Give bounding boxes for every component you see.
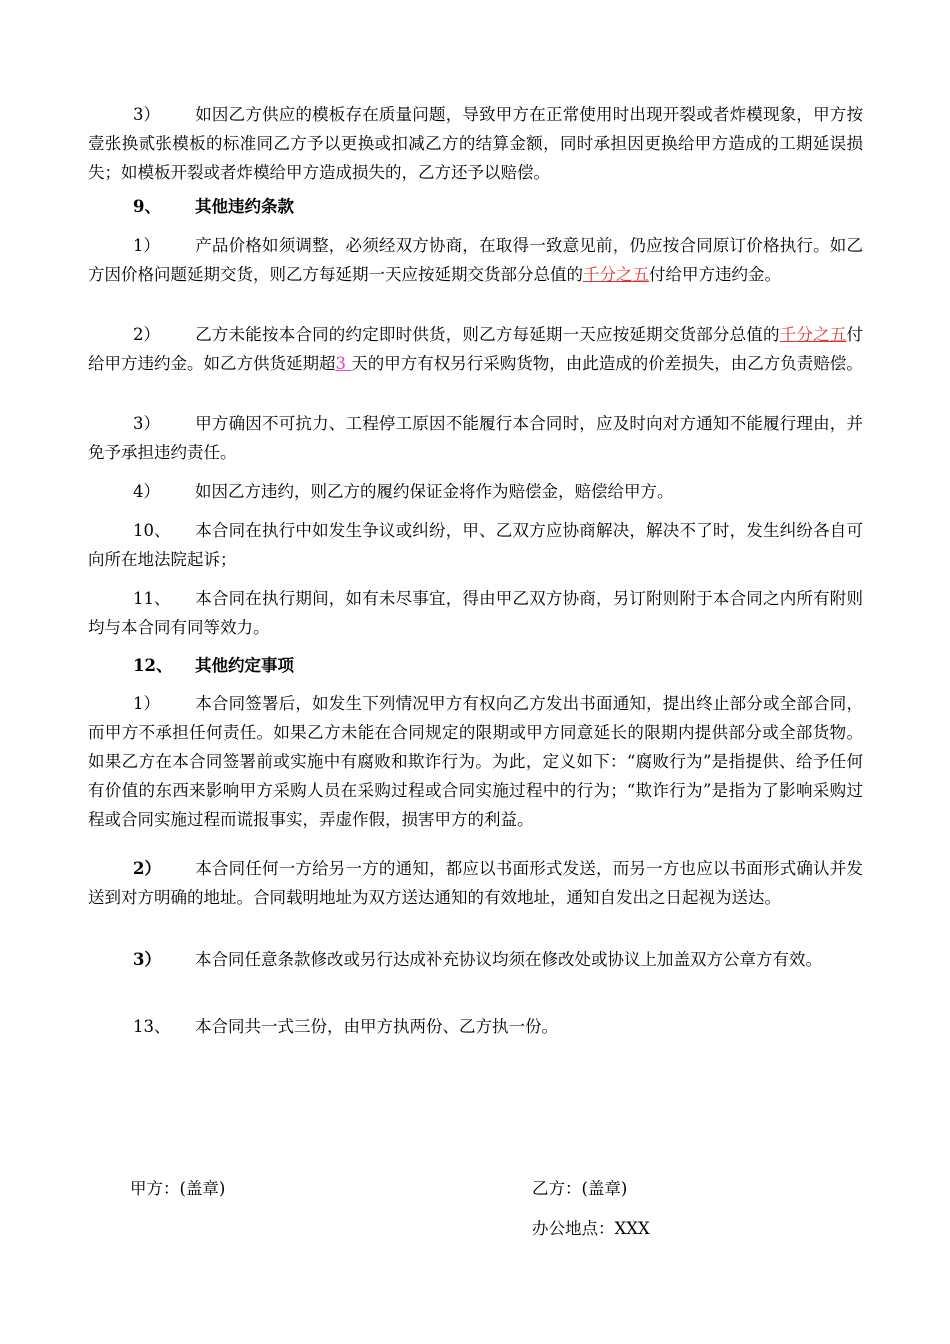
section-12-heading [88, 651, 863, 680]
item-text-end: 付给甲方违约金。 [649, 265, 781, 284]
clause-12-3 [88, 945, 863, 974]
item-number: 3） [133, 950, 161, 969]
clause-9-2 [88, 320, 863, 378]
clause-9-1 [88, 231, 863, 289]
item-number: 3） [133, 105, 160, 124]
clause-13 [88, 1012, 863, 1041]
party-a-signature: 甲方：(盖章) [130, 1179, 226, 1198]
highlight-rate: 千分之五 [779, 325, 847, 344]
clause-9-3 [88, 409, 863, 467]
item-number: 2） [133, 859, 161, 878]
item-number: 3） [133, 414, 160, 433]
section-number: 12、 [133, 656, 173, 675]
clause-10 [88, 516, 863, 574]
item-text: 如因乙方违约，则乙方的履约保证金将作为赔偿金，赔偿给甲方。 [195, 482, 674, 501]
item-text: 如因乙方供应的模板存在质量问题，导致甲方在正常使用时出现开裂或者炸模现象，甲方按壹张换贰张模板的标准同乙方予以更换或扣减乙方的结算金额，同时承担因更换给甲方造成的工期延误损失；如模板开裂或者炸模给甲方造成损失的，乙方还予以赔偿。 [88, 105, 863, 182]
clause-11 [88, 584, 863, 642]
office-location: 办公地点：XXX [532, 1219, 650, 1238]
item-text: 本合同任意条款修改或另行达成补充协议均须在修改处或协议上加盖双方公章方有效。 [195, 950, 822, 969]
item-text: 本合同在执行中如发生争议或纠纷，甲、乙双方应协商解决，解决不了时，发生纠纷各自可向所在地法院起诉； [88, 521, 863, 569]
item-text: 甲方确因不可抗力、工程停工原因不能履行本合同时，应及时向对方通知不能履行理由，并免予承担违约责任。 [88, 414, 863, 462]
item-text-mid: 付给甲方违约金。如乙方供货延期超 [88, 325, 864, 373]
item-text: 乙方未能按本合同的约定即时供货，则乙方每延期一天应按延期交货部分总值的 [195, 325, 780, 344]
clause-12-1 [88, 689, 863, 834]
section-title: 其他违约条款 [195, 197, 294, 216]
clause-12-2 [88, 854, 863, 912]
highlight-rate: 千分之五 [583, 265, 649, 284]
item-text: 本合同任何一方给另一方的通知，都应以书面形式发送，而另一方也应以书面形式确认并发送到对方明确的地址。合同载明地址为双方送达通知的有效地址，通知自发出之日起视为送达。 [88, 859, 863, 907]
clause-9-4 [88, 477, 863, 506]
item-text-end: 天的甲方有权另行采购货物，由此造成的价差损失，由乙方负责赔偿。 [351, 354, 863, 373]
clause-8-3 [88, 100, 863, 187]
item-number: 10、 [133, 521, 171, 540]
item-number: 13、 [133, 1017, 171, 1036]
item-number: 1） [133, 236, 160, 255]
item-number: 4） [133, 482, 160, 501]
section-title: 其他约定事项 [195, 656, 294, 675]
item-number: 1） [133, 694, 160, 713]
section-number: 9、 [133, 197, 161, 216]
item-number: 11、 [133, 589, 171, 608]
item-text: 本合同签署后，如发生下列情况甲方有权向乙方发出书面通知，提出终止部分或全部合同，而甲方不承担任何责任。如果乙方未能在合同规定的限期或甲方同意延长的限期内提供部分或全部货物。如果乙方在本合同签署前或实施中有腐败和欺诈行为。为此，定义如下：“腐败行为”是指提供、给予任何有价值的东西来影响甲方采购人员在采购过程或合同实施过程中的行为；“欺诈行为”是指为了影响采购过程或合同实施过程而谎报事实，弄虚作假，损害甲方的利益。 [88, 694, 863, 829]
highlight-days: 3 [335, 354, 352, 373]
party-b-signature: 乙方：(盖章) [532, 1179, 628, 1198]
item-number: 2） [133, 325, 160, 344]
item-text: 产品价格如须调整，必须经双方协商，在取得一致意见前，仍应按合同原订价格执行。如乙方因价格问题延期交货，则乙方每延期一天应按延期交货部分总值的 [88, 236, 863, 284]
section-9-heading [88, 192, 863, 221]
item-text: 本合同共一式三份，由甲方执两份、乙方执一份。 [195, 1017, 558, 1036]
item-text: 本合同在执行期间，如有未尽事宜，得由甲乙双方协商，另订附则附于本合同之内所有附则均与本合同有同等效力。 [88, 589, 863, 637]
